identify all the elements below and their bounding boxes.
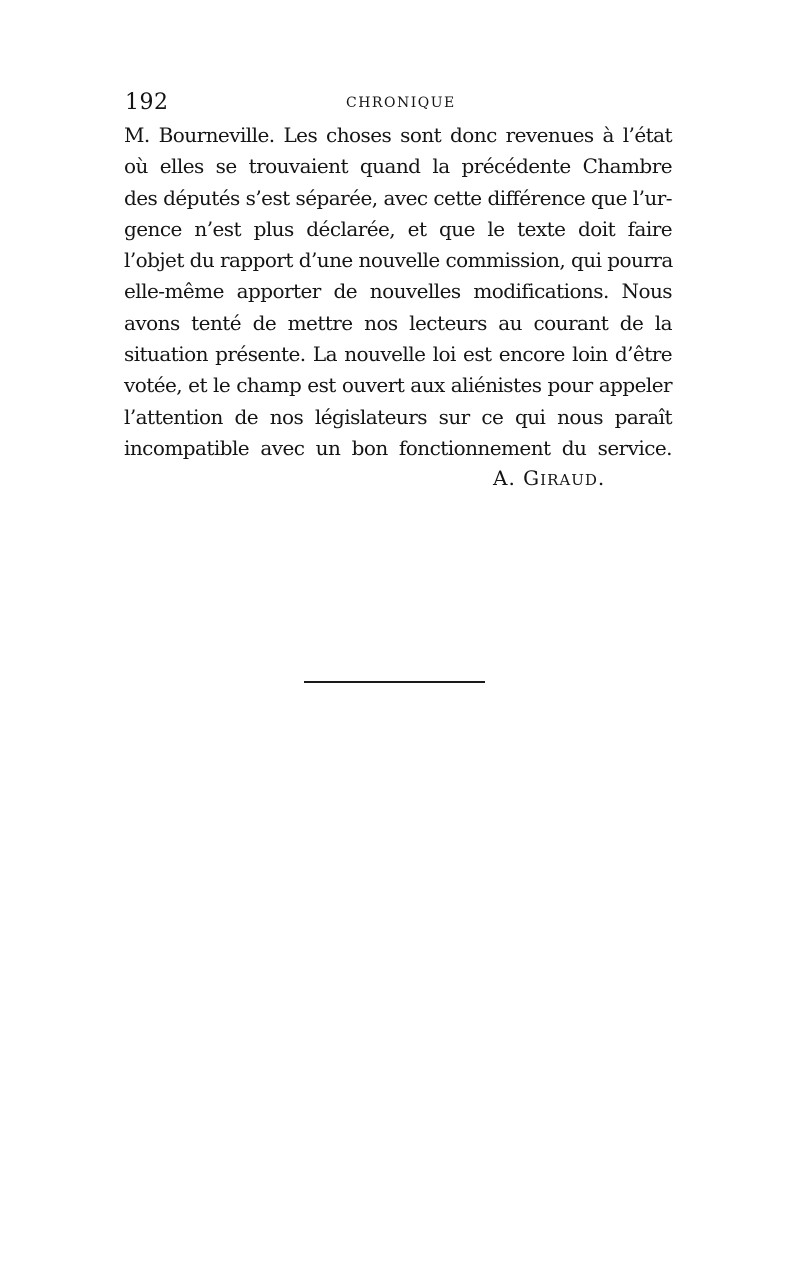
text-line: l’attention de nos législateurs sur ce qui nous paraît [124,404,672,429]
body-paragraph [124,120,672,464]
text-line: situation présente. La nouvelle loi est encore loin d’être [124,342,672,367]
author-signature [493,466,605,490]
text-line: incompatible avec un bon fonctionnement du service. [124,435,672,460]
signature-surname: IRAUD [540,471,598,489]
text-line: votée, et le champ est ouvert aux aliénistes pour appeler [124,373,672,398]
text-line: où elles se trouvaient quand la précédente Chambre [124,154,672,179]
text-line: des députés s’est séparée, avec cette différence que l’ur- [124,185,672,210]
signature-initial: A. G [493,466,541,490]
text-line: avons tenté de mettre nos lecteurs au courant de la [124,310,672,335]
text-line: M. Bourneville. Les choses sont donc revenues à l’état [124,123,672,147]
text-line: l’objet du rapport d’une nouvelle commission, qui pourra [124,248,673,273]
page-number: 192 [125,90,169,115]
text-line: gence n’est plus déclarée, et que le texte doit faire [124,216,672,241]
text-line: elle-même apporter de nouvelles modifications. Nous [124,279,672,304]
running-title: CHRONIQUE [346,95,456,111]
signature-period: . [597,466,606,490]
section-end-rule [304,681,485,683]
